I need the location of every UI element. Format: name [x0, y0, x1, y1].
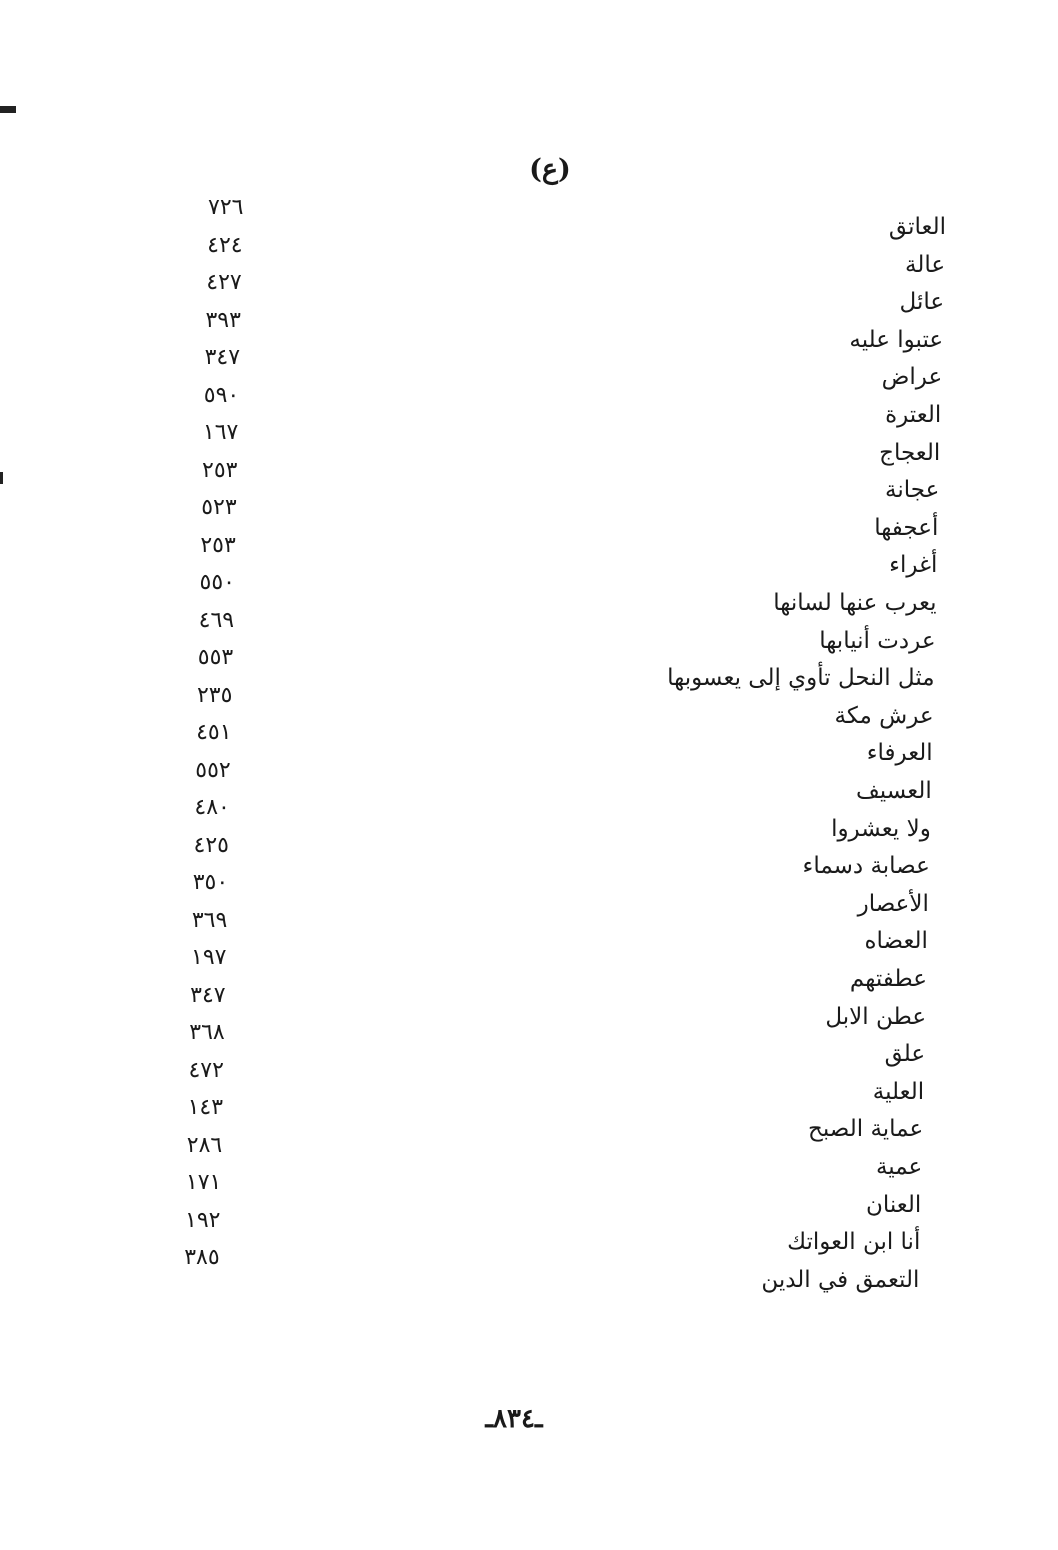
index-page-number: ٣٤٧ [190, 982, 226, 1008]
index-term: العرفاء [866, 740, 933, 767]
index-page-number: ٤٢٥ [193, 832, 229, 858]
index-page-number: ٢٥٣ [202, 457, 238, 483]
index-page-number: ٣٨٥ [184, 1245, 220, 1270]
index-page-number: ١٩٧ [191, 945, 227, 970]
index-term: العلية [872, 1078, 925, 1105]
index-term: عالة [904, 251, 946, 278]
index-page-number: ٣٦٨ [189, 1020, 225, 1045]
index-term: عجانة [885, 477, 940, 504]
index-term: عصابة دسماء [802, 853, 930, 880]
index-term: عطفتهم [849, 966, 927, 992]
index-page-number: ٢٨٦ [186, 1132, 223, 1158]
index-term: عمية [875, 1154, 923, 1180]
index-term: أعجفها [874, 514, 939, 541]
index-page-number: ٣٦٩ [191, 907, 228, 933]
index-term: العجاج [879, 439, 941, 466]
index-term: يعرب عنها لسانها [773, 590, 937, 616]
index-page-number: ٣٥٠ [192, 870, 229, 895]
index-term: العسيف [855, 778, 932, 804]
index-term: أنا ابن العواتك [787, 1229, 921, 1256]
index-term: ولا يعشروا [831, 815, 931, 842]
index-page-number: ٥٥٢ [195, 757, 231, 783]
index-page-number: ١٩٢ [185, 1207, 221, 1233]
index-page-number: ٥٩٠ [203, 382, 240, 408]
index-term: عائل [899, 289, 945, 316]
index-term: العاتق [888, 214, 946, 240]
page-number-footer: ـ٨٣٤ـ [485, 1404, 543, 1434]
index-page-number: ٣٤٧ [204, 345, 241, 370]
index-page-number: ٢٥٣ [200, 532, 236, 558]
index-term: عراض [881, 364, 943, 391]
section-letter-heading: (ع) [529, 154, 571, 185]
index-page-number: ٤٥١ [196, 720, 232, 745]
index-page-number: ١٤٣ [187, 1095, 224, 1120]
index-page-number: ٣٩٣ [205, 307, 241, 333]
index-page-number: ٥٢٣ [201, 495, 237, 520]
index-term: مثل النحل تأوي إلى يعسوبها [667, 665, 935, 692]
index-term: التعمق في الدين [761, 1266, 920, 1293]
index-page-number: ٥٥٠ [199, 570, 235, 595]
index-term: عتبوا عليه [849, 326, 944, 353]
index-term: عردت أنيابها [819, 627, 936, 654]
index-term: العترة [885, 402, 942, 428]
index-page-number: ٤٦٩ [198, 607, 235, 633]
index-term: الأعصار [857, 890, 929, 917]
index-page-number: ٧٢٦ [208, 195, 244, 220]
index-term: عطن الابل [825, 1003, 927, 1030]
index-term: عماية الصبح [808, 1116, 924, 1143]
index-page-number: ٢٣٥ [196, 682, 233, 708]
index-page-number: ٤٨٠ [194, 795, 230, 820]
index-term: أغراء [889, 552, 938, 579]
index-page-number: ٥٥٣ [197, 645, 234, 670]
index-term: عرش مكة [834, 702, 934, 729]
index-page-number: ٤٧٢ [188, 1057, 224, 1083]
index-term: علق [884, 1041, 926, 1068]
index-term: العنان [865, 1191, 922, 1218]
index-page-number: ٤٢٤ [207, 232, 243, 258]
scan-edge-mark-top [0, 106, 16, 113]
index-page-number: ١٧١ [185, 1170, 222, 1195]
index-term: العضاه [864, 928, 928, 955]
index-page-number: ١٦٧ [202, 420, 239, 445]
index-page-number: ٤٢٧ [206, 270, 242, 295]
scan-edge-mark-bottom [0, 472, 3, 484]
